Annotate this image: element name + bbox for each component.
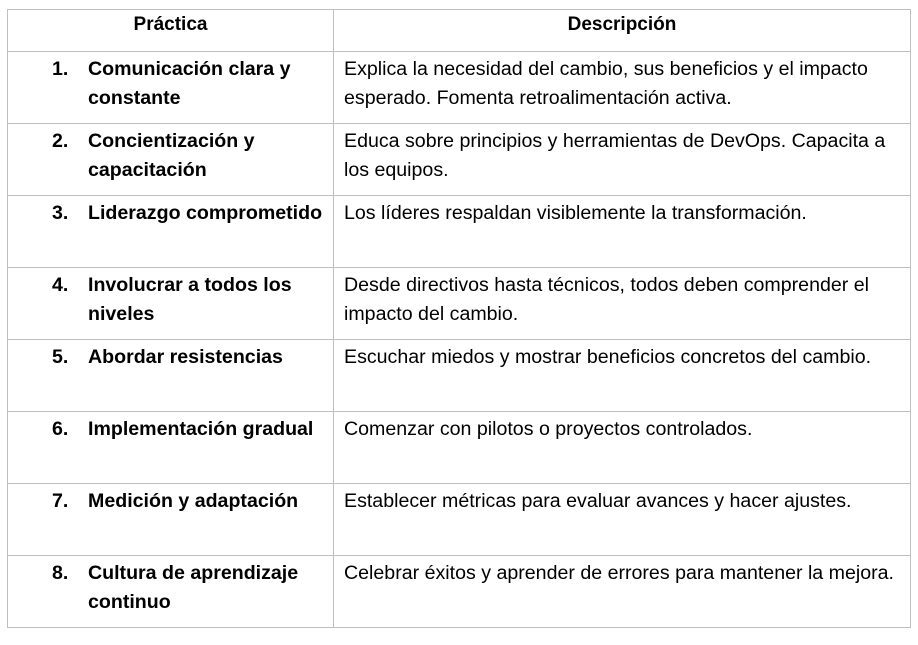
practice-cell (8, 556, 334, 628)
practice-name: Implementación gradual (88, 418, 314, 440)
description-cell: Escuchar miedos y mostrar beneficios concretos del cambio. (334, 340, 911, 412)
description-cell: Comenzar con pilotos o proyectos controlados. (334, 412, 911, 484)
practice-name: Involucrar a todos los niveles (88, 274, 292, 325)
practice-number: 1. (52, 58, 69, 80)
practices-table (7, 9, 911, 628)
description-cell: Celebrar éxitos y aprender de errores para mantener la mejora. (334, 556, 911, 628)
practice-number: 5. (52, 346, 69, 368)
header-description: Descripción (334, 10, 911, 52)
practice-cell (8, 412, 334, 484)
practice-cell (8, 124, 334, 196)
practice-cell (8, 340, 334, 412)
table-header-row (8, 10, 911, 52)
practice-name: Abordar resistencias (88, 346, 283, 368)
practice-name: Concientización y capacitación (88, 130, 255, 181)
description-cell: Educa sobre principios y herramientas de DevOps. Capacita a los equipos. (334, 124, 911, 196)
table-row (8, 196, 911, 268)
practice-number: 8. (52, 562, 69, 584)
practice-number: 4. (52, 274, 69, 296)
practice-name: Liderazgo comprometido (88, 202, 323, 224)
header-practice: Práctica (8, 10, 334, 52)
practice-name: Comunicación clara y constante (88, 58, 291, 109)
table-row (8, 556, 911, 628)
table-row (8, 124, 911, 196)
table-row (8, 412, 911, 484)
description-cell: Explica la necesidad del cambio, sus beneficios y el impacto esperado. Fomenta retroalimentación activa. (334, 52, 911, 124)
description-cell: Establecer métricas para evaluar avances y hacer ajustes. (334, 484, 911, 556)
description-cell: Desde directivos hasta técnicos, todos deben comprender el impacto del cambio. (334, 268, 911, 340)
practice-name: Medición y adaptación (88, 490, 299, 512)
practice-number: 6. (52, 418, 69, 440)
practice-cell (8, 52, 334, 124)
practice-number: 2. (52, 130, 69, 152)
practice-cell (8, 268, 334, 340)
table-row (8, 484, 911, 556)
practice-number: 7. (52, 490, 69, 512)
description-cell: Los líderes respaldan visiblemente la transformación. (334, 196, 911, 268)
practice-number: 3. (52, 202, 69, 224)
table-row (8, 340, 911, 412)
practice-name: Cultura de aprendizaje continuo (88, 562, 299, 613)
table-row (8, 268, 911, 340)
practice-cell (8, 484, 334, 556)
practice-cell (8, 196, 334, 268)
table-row (8, 52, 911, 124)
